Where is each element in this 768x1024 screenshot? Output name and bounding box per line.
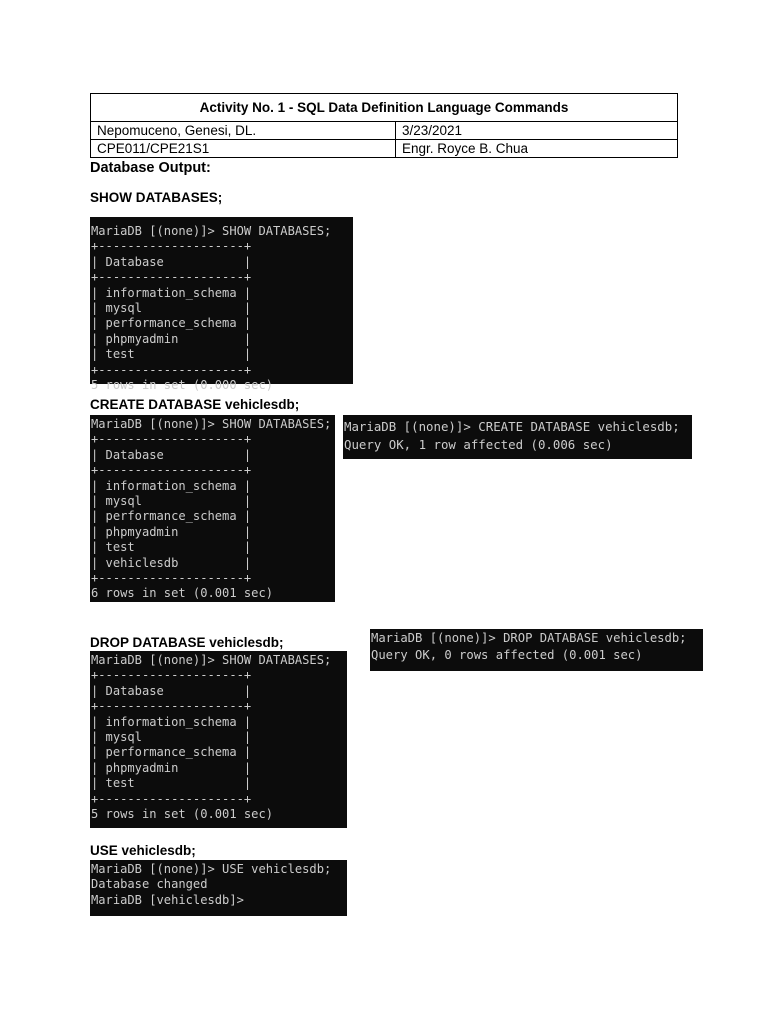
terminal-line: | performance_schema | bbox=[91, 316, 252, 331]
terminal-line: | vehiclesdb | bbox=[91, 555, 252, 570]
terminal-line: | phpmyadmin | bbox=[91, 524, 252, 539]
terminal-line: | performance_schema | bbox=[91, 509, 252, 524]
terminal-line: MariaDB [(none)]> SHOW DATABASES; bbox=[91, 224, 332, 238]
terminal-line: | phpmyadmin | bbox=[91, 331, 252, 346]
section-title: Database Output: bbox=[90, 160, 211, 176]
terminal-line: MariaDB [(none)]> DROP DATABASE vehiclesdb; bbox=[371, 631, 687, 645]
drop-database-label: DROP DATABASE vehiclesdb; bbox=[90, 635, 284, 650]
create-database-label: CREATE DATABASE vehiclesdb; bbox=[90, 397, 300, 412]
create-command-terminal bbox=[343, 415, 692, 459]
terminal-line: +--------------------+ bbox=[91, 239, 252, 254]
terminal-line: MariaDB [(none)]> SHOW DATABASES; bbox=[91, 417, 332, 431]
terminal-line: +--------------------+ bbox=[91, 270, 252, 285]
terminal-line: +--------------------+ bbox=[91, 791, 252, 806]
student-name: Nepomuceno, Genesi, DL. bbox=[91, 122, 396, 140]
terminal-line: | mysql | bbox=[91, 730, 252, 745]
terminal-line: | test | bbox=[91, 776, 252, 791]
activity-title: Activity No. 1 - SQL Data Definition Language Commands bbox=[91, 94, 678, 122]
terminal-line: | Database | bbox=[91, 254, 252, 269]
terminal-line: | Database | bbox=[91, 683, 252, 698]
show-databases-label: SHOW DATABASES; bbox=[90, 190, 223, 205]
create-list-terminal bbox=[90, 415, 335, 602]
terminal-line: | information_schema | bbox=[91, 285, 252, 300]
terminal-line: MariaDB [(none)]> USE vehiclesdb; bbox=[91, 862, 332, 876]
terminal-line: 5 rows in set (0.001 sec) bbox=[91, 807, 274, 822]
terminal-line: | performance_schema | bbox=[91, 745, 252, 760]
terminal-line: Database changed bbox=[91, 877, 208, 892]
terminal-line: Query OK, 0 rows affected (0.001 sec) bbox=[371, 648, 643, 662]
terminal-line: | mysql | bbox=[91, 494, 252, 509]
terminal-line: 5 rows in set (0.000 sec) bbox=[91, 378, 274, 393]
terminal-line: | information_schema | bbox=[91, 478, 252, 493]
terminal-line: +--------------------+ bbox=[91, 432, 252, 447]
terminal-line: MariaDB [(none)]> SHOW DATABASES; bbox=[91, 653, 332, 667]
terminal-line: | Database | bbox=[91, 447, 252, 462]
show-databases-terminal bbox=[90, 217, 353, 393]
terminal-line: +--------------------+ bbox=[91, 571, 252, 586]
activity-header-table bbox=[90, 93, 678, 158]
terminal-line: +--------------------+ bbox=[91, 668, 252, 683]
terminal-line: Query OK, 1 row affected (0.006 sec) bbox=[344, 437, 613, 452]
terminal-line: 6 rows in set (0.001 sec) bbox=[91, 586, 274, 601]
terminal-line: | test | bbox=[91, 540, 252, 555]
use-terminal bbox=[90, 860, 347, 916]
drop-command-terminal bbox=[370, 629, 703, 671]
activity-date: 3/23/2021 bbox=[396, 122, 678, 140]
terminal-line: +--------------------+ bbox=[91, 362, 252, 377]
use-database-label: USE vehiclesdb; bbox=[90, 843, 196, 858]
terminal-line: MariaDB [vehiclesdb]> bbox=[91, 892, 244, 907]
course-section: CPE011/CPE21S1 bbox=[91, 140, 396, 158]
terminal-line: | information_schema | bbox=[91, 714, 252, 729]
terminal-line: | mysql | bbox=[91, 301, 252, 316]
terminal-line: MariaDB [(none)]> CREATE DATABASE vehiclesdb; bbox=[344, 419, 680, 434]
terminal-line: | phpmyadmin | bbox=[91, 760, 252, 775]
terminal-line: +--------------------+ bbox=[91, 699, 252, 714]
drop-list-terminal bbox=[90, 651, 347, 828]
terminal-line: +--------------------+ bbox=[91, 463, 252, 478]
instructor-name: Engr. Royce B. Chua bbox=[396, 140, 678, 158]
terminal-line: | test | bbox=[91, 347, 252, 362]
